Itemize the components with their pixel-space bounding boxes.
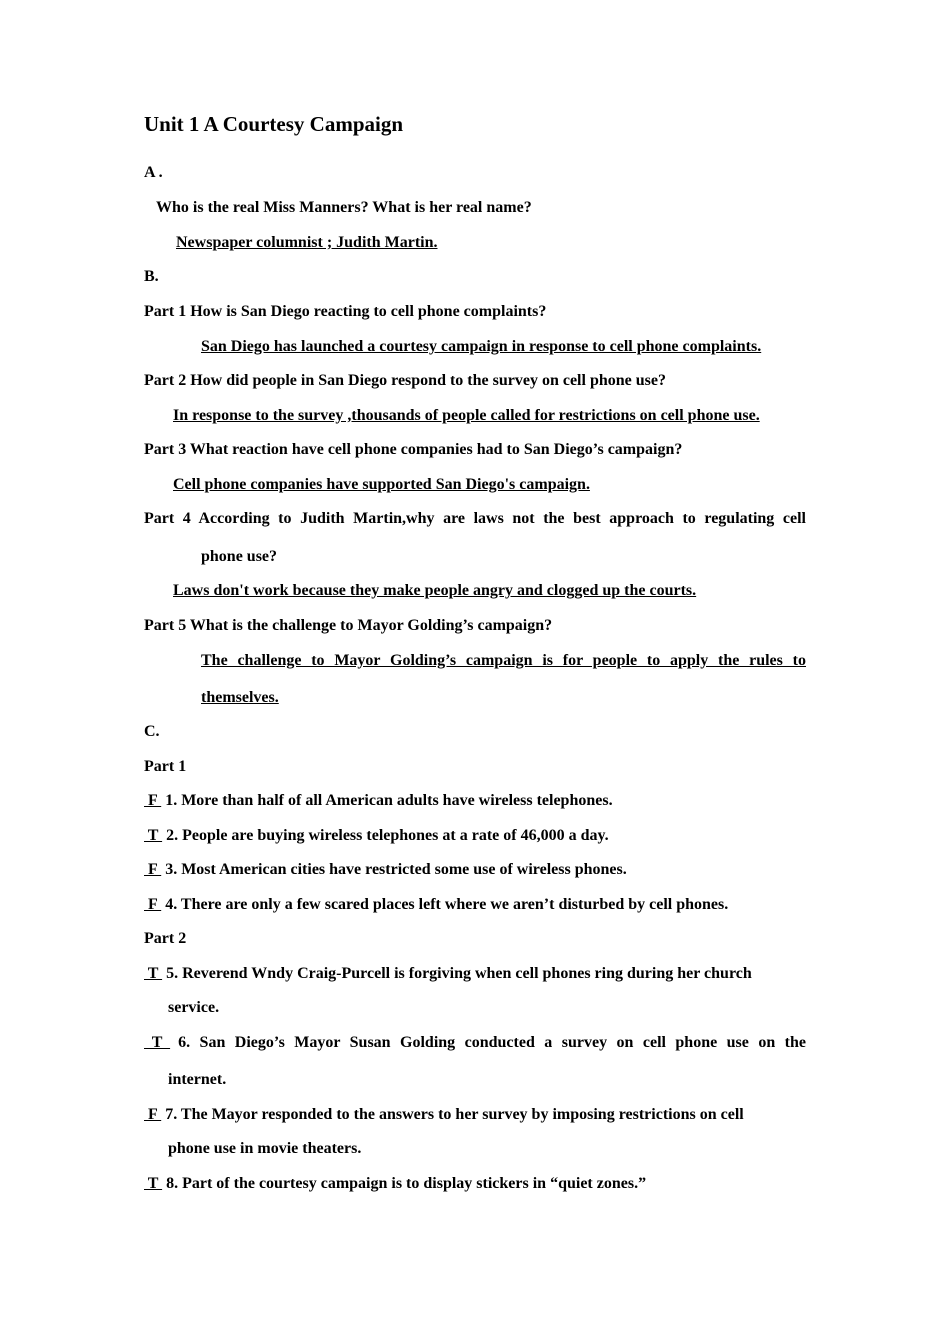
section-b-label: B. (144, 268, 159, 285)
part2-question: Part 2 How did people in San Diego respond to the survey on cell phone use? (144, 372, 666, 389)
part4-answer: Laws don't work because they make people angry and clogged up the courts. (173, 582, 697, 599)
section-a-answer: Newspaper columnist ; Judith Martin. (176, 234, 438, 251)
part2-answer: In response to the survey ,thousands of people called for restrictions on cell phone use. (173, 407, 760, 424)
tf-answer-mark: F (144, 792, 162, 809)
section-c-part2-label: Part 2 (144, 930, 187, 947)
tf-statement: 2. People are buying wireless telephones at a rate of 46,000 a day. (166, 827, 609, 844)
part5-answer: The challenge to Mayor Golding’s campaign is for people to apply the rules to (201, 652, 806, 669)
tf-statement-continued: service. (168, 999, 220, 1016)
tf-item (144, 964, 752, 984)
tf-statement: 6. San Diego’s Mayor Susan Golding conducted a survey on cell phone use on the (178, 1034, 806, 1051)
tf-item (144, 791, 613, 811)
part1-answer: San Diego has launched a courtesy campaign in response to cell phone complaints. (201, 338, 762, 355)
part5-question: Part 5 What is the challenge to Mayor Golding’s campaign? (144, 617, 553, 634)
tf-item (144, 1033, 806, 1053)
tf-answer-mark: T (144, 965, 163, 982)
tf-answer-mark: T (144, 1175, 163, 1192)
page-title: Unit 1 A Courtesy Campaign (144, 112, 404, 136)
tf-answer-mark: T (144, 827, 163, 844)
tf-statement-continued: phone use in movie theaters. (168, 1140, 362, 1157)
tf-statement: 4. There are only a few scared places left where we aren’t disturbed by cell phones. (165, 896, 729, 913)
part4-question: Part 4 According to Judith Martin,why are laws not the best approach to regulating cell (144, 510, 806, 527)
tf-answer-mark: F (144, 1106, 162, 1123)
tf-answer-mark: F (144, 861, 162, 878)
tf-statement: 5. Reverend Wndy Craig-Purcell is forgiving when cell phones ring during her church (166, 965, 752, 982)
tf-answer-mark: T (144, 1034, 171, 1051)
tf-statement: 1. More than half of all American adults have wireless telephones. (165, 792, 613, 809)
section-c-label: C. (144, 723, 160, 740)
section-a-question: Who is the real Miss Manners? What is her real name? (156, 199, 532, 216)
part1-question: Part 1 How is San Diego reacting to cell phone complaints? (144, 303, 547, 320)
tf-statement: 7. The Mayor responded to the answers to her survey by imposing restrictions on cell (165, 1106, 744, 1123)
tf-answer-mark: F (144, 896, 162, 913)
tf-item (144, 895, 728, 915)
tf-item (144, 1105, 744, 1125)
part3-question: Part 3 What reaction have cell phone companies had to San Diego’s campaign? (144, 441, 683, 458)
part3-answer: Cell phone companies have supported San Diego's campaign. (173, 476, 590, 493)
part4-question-continued: phone use? (201, 548, 278, 565)
part5-answer-continued: themselves. (201, 689, 279, 706)
tf-statement-continued: internet. (168, 1071, 227, 1088)
tf-statement: 3. Most American cities have restricted some use of wireless phones. (165, 861, 627, 878)
tf-item (144, 860, 627, 880)
section-c-part1-label: Part 1 (144, 758, 187, 775)
section-a-label: A . (144, 164, 163, 181)
tf-item (144, 826, 609, 846)
tf-item (144, 1174, 646, 1194)
tf-statement: 8. Part of the courtesy campaign is to display stickers in “quiet zones.” (166, 1175, 647, 1192)
